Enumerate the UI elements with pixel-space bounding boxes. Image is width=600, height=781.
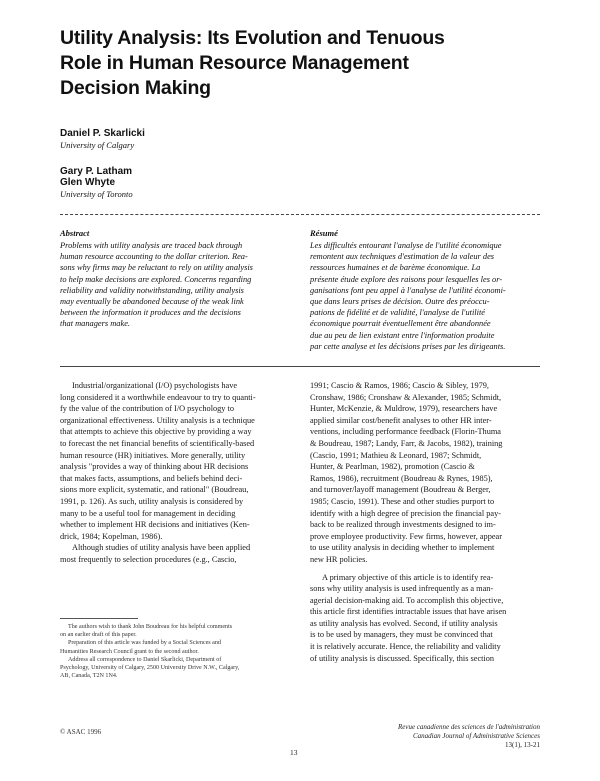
body-line: human resource (HR) initiatives. More generally, utility — [60, 450, 246, 460]
resume-block — [310, 228, 542, 352]
abstract-heading: Abstract — [60, 228, 90, 238]
body-line: analysis "provides a way of thinking about HR decisions — [60, 462, 249, 472]
body-line: to use utility analysis in deciding whether to implement — [310, 543, 495, 553]
resume-line: que dans leurs prises de décision. Outre des préoccu- — [310, 297, 490, 307]
body-line: new HR policies. — [310, 554, 368, 564]
resume-line: présente étude explore des raisons pour lesquelles les or- — [310, 274, 503, 284]
body-line: whether to implement HR decisions and initiatives (Ken- — [60, 520, 250, 530]
resume-line: par cette analyse et les décisions prises par les dirigeants. — [310, 341, 506, 351]
body-line: sons why utility analysis is used infrequently as a man- — [310, 584, 494, 594]
resume-line: remontent aux techniques d'estimation de la valeur des — [310, 252, 495, 262]
journal-line: Revue canadienne des sciences de l'administration — [397, 723, 540, 731]
abstract-line: to help make decisions are explored. Concerns regarding — [60, 274, 252, 284]
resume-line: ressources humaines et de barème économique. La — [310, 263, 481, 273]
footnotes — [60, 623, 292, 680]
body-line: Industrial/organizational (I/O) psychologists have — [72, 381, 238, 390]
body-line: most frequently to selection procedures (e.g., Cascio, — [60, 554, 237, 564]
body-line: prove employee productivity. Few firms, however, appear — [310, 531, 502, 541]
article-title — [60, 26, 530, 101]
footnote-line: Address all correspondence to Daniel Skarlicki, Department of — [68, 656, 222, 663]
body-line: identify with a high degree of precision the financial pay- — [310, 508, 501, 518]
body-line: long considered it a worthwhile endeavour to try to quanti- — [60, 392, 256, 402]
body-line: sions more explicit, systematic, and rational" (Boudreau, — [60, 485, 249, 495]
footnote-line: The authors wish to thank John Boudreau for his helpful comments — [68, 624, 233, 630]
body-column-left — [60, 380, 292, 566]
body-line: Although studies of utility analysis have been applied — [72, 543, 251, 553]
body-line: organizational effectiveness. Utility analysis is a technique — [60, 415, 255, 425]
abstract-line: human resource accounting to the dollar criterion. Rea- — [60, 252, 248, 262]
title-line: Utility Analysis: Its Evolution and Tenuous — [60, 27, 445, 49]
body-line: applied similar cost/benefit analyses to other HR inter- — [310, 415, 492, 425]
abstract-line: Problems with utility analysis are traced back through — [60, 241, 243, 250]
body-line: it is relatively accurate. Hence, the reliability and validity — [310, 642, 501, 652]
footnote-line: Psychology, University of Calgary, 2500 University Drive N.W., Calgary, — [60, 665, 240, 672]
copyright-notice: © ASAC 1996 — [60, 728, 102, 736]
divider — [60, 214, 540, 215]
abstract-text — [60, 240, 292, 330]
body-line: and turnover/layoff management (Boudreau & Berger, — [310, 485, 491, 495]
author-affiliation: University of Calgary — [60, 140, 135, 150]
resume-line: due au peu de lien existant entre l'information produite — [310, 330, 495, 340]
resume-text — [310, 240, 542, 352]
author-name: Glen Whyte — [60, 177, 116, 188]
body-line: 1991, p. 126). As such, utility analysis is considered by — [60, 496, 244, 506]
body-column-right — [310, 380, 542, 664]
footnote-line: Humanities Research Council grant to the second author. — [60, 648, 199, 655]
body-line: (Cascio, 1991; Mathieu & Leonard, 1987; Schmidt, — [310, 450, 482, 460]
body-line: of utility analysis is discussed. Specifically, this section — [310, 653, 495, 663]
title-line: Decision Making — [60, 77, 211, 99]
journal-citation — [398, 723, 540, 750]
body-line: drick, 1984; Kopelman, 1986). — [60, 531, 163, 541]
page-number: 13 — [290, 748, 298, 757]
abstract-line: reliability and validity notwithstanding, utility analysis — [60, 285, 244, 295]
body-line: that attempts to achieve this objective by providing a way — [60, 427, 252, 437]
body-line: 1991; Cascio & Ramos, 1986; Cascio & Sibley, 1979, — [310, 381, 489, 390]
resume-line: ganisations font peu appel à l'analyse de l'utilité économi- — [310, 285, 506, 295]
abstract-line: between the information it produces and the decisions — [60, 308, 241, 318]
body-line: many to be a useful tool for management in deciding — [60, 508, 236, 518]
title-line: Role in Human Resource Management — [60, 52, 409, 74]
body-line: is to be used by managers, they must be convinced that — [310, 630, 493, 640]
abstract-block — [60, 228, 292, 330]
body-line: that makes facts, assumptions, and beliefs behind deci- — [60, 473, 243, 483]
journal-line: Canadian Journal of Administrative Sciences — [412, 732, 540, 740]
footnote-line: on an earlier draft of this paper. — [60, 632, 137, 639]
body-line: Cronshaw, 1986; Cronshaw & Alexander, 1985; Schmidt, — [310, 392, 502, 402]
author-name: Gary P. Latham — [60, 166, 133, 177]
resume-line: Les difficultés entourant l'analyse de l'utilité économique — [310, 241, 502, 250]
body-line: A primary objective of this article is to identify rea- — [322, 572, 494, 582]
abstract-line: that managers make. — [60, 319, 131, 329]
resume-line: pations de fidélité et de validité, l'analyse de l'utilité — [310, 308, 485, 318]
author-name: Daniel P. Skarlicki — [60, 128, 145, 139]
body-line: Hunter, McKenzie, & Muldrow, 1979), researchers have — [310, 404, 498, 414]
divider — [60, 366, 540, 367]
body-line: & Boudreau, 1987; Landy, Farr, & Jacobs, 1982), training — [310, 438, 503, 448]
body-line: agerial decision-making aid. To accomplish this objective, — [310, 595, 504, 605]
body-line: to forecast the net financial benefits of scientifically-based — [60, 438, 255, 448]
resume-line: économique pourrait éventuellement être abandonnée — [310, 319, 491, 329]
body-line: ventions, including performance feedback (Florin-Thuma — [310, 427, 501, 437]
footnote-line: AB, Canada, T2N 1N4. — [60, 673, 118, 680]
body-line: this article first identifies intractable issues that have arisen — [310, 607, 507, 617]
resume-heading: Résumé — [310, 228, 338, 238]
author-affiliation: University of Toronto — [60, 189, 133, 199]
footnote-divider — [60, 618, 138, 619]
body-line: as utility analysis has evolved. Second, if utility analysis — [310, 618, 498, 628]
abstract-line: sons why firms may be reluctant to rely on utility analysis — [60, 263, 253, 273]
journal-line: 13(1), 13-21 — [505, 741, 540, 749]
body-line: Ramos, 1986), recruitment (Boudreau & Rynes, 1985), — [310, 473, 493, 483]
body-line: back to be realized through investments designed to im- — [310, 520, 496, 530]
body-line: 1985; Cascio, 1991). These and other studies purport to — [310, 496, 495, 506]
abstract-line: may eventually be abandoned because of the weak link — [60, 297, 244, 307]
body-line: fy the value of the contribution of I/O psychology to — [60, 404, 234, 414]
body-line: Hunter, & Pearlman, 1982), promotion (Cascio & — [310, 462, 475, 472]
footnote-line: Preparation of this article was funded by a Social Sciences and — [68, 640, 221, 647]
